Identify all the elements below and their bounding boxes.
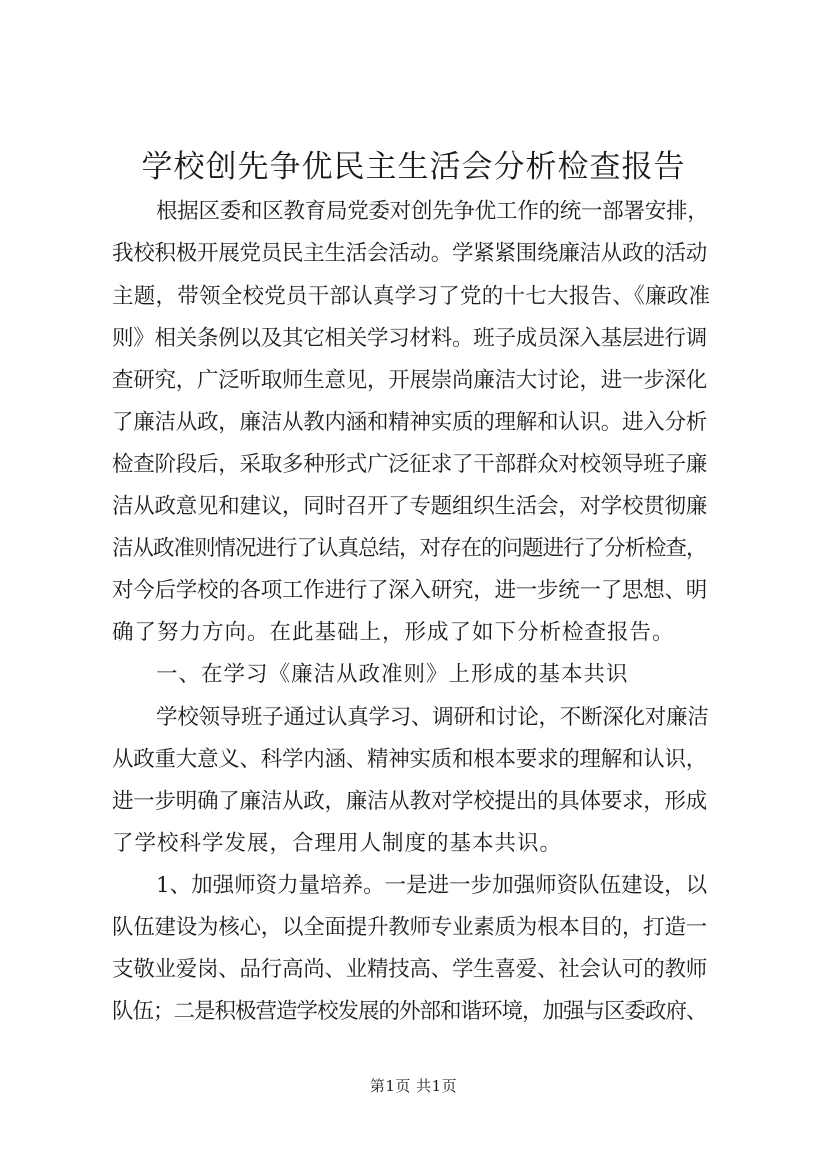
paragraph-line: 洁从政准则情况进行了认真总结，对存在的问题进行了分析检查， [112, 536, 707, 561]
paragraph-line: 确了努力方向。在此基础上，形成了如下分析检查报告。 [112, 620, 675, 645]
paragraph-line: 根据区委和区教育局党委对创先争优工作的统一部署安排， [156, 199, 709, 224]
document-title: 学校创先争优民主生活会分析检查报告 [141, 149, 686, 185]
paragraph-line: 对今后学校的各项工作进行了深入研究，进一步统一了思想、明 [112, 578, 708, 603]
paragraph-line: 检查阶段后，采取多种形式广泛征求了干部群众对校领导班子廉 [112, 452, 708, 477]
paragraph-line: 了廉洁从政，廉洁从教内涵和精神实质的理解和认识。进入分析 [112, 410, 708, 435]
paragraph-line: 从政重大意义、科学内涵、精神实质和根本要求的理解和认识， [112, 747, 708, 772]
paragraph-line: 查研究，广泛听取师生意见，开展崇尚廉洁大讨论，进一步深化 [112, 368, 708, 393]
paragraph-line: 学校领导班子通过认真学习、调研和讨论，不断深化对廉洁 [156, 705, 709, 730]
page-footer: 第1页 共1页 [369, 1077, 458, 1095]
paragraph-line: 则》相关条例以及其它相关学习材料。班子成员深入基层进行调 [112, 326, 708, 351]
paragraph-line: 1、加强师资力量培养。一是进一步加强师资队伍建设，以 [156, 873, 708, 898]
paragraph-line: 主题，带领全校党员干部认真学习了党的十七大报告、《廉政准 [112, 284, 711, 309]
paragraph-line: 进一步明确了廉洁从政，廉洁从教对学校提出的具体要求，形成 [112, 789, 708, 814]
paragraph-line: 支敬业爱岗、品行高尚、业精技高、学生喜爱、社会认可的教师 [112, 957, 708, 982]
section-heading: 一、在学习《廉洁从政准则》上形成的基本共识 [156, 662, 629, 687]
paragraph-line: 队伍；二是积极营造学校发展的外部和谐环境，加强与区委政府、 [112, 999, 707, 1024]
paragraph-line: 洁从政意见和建议，同时召开了专题组织生活会，对学校贯彻廉 [112, 494, 708, 519]
paragraph-line: 队伍建设为核心，以全面提升教师专业素质为根本目的，打造一 [112, 915, 708, 940]
paragraph-line: 我校积极开展党员民主生活会活动。学紧紧围绕廉洁从政的活动 [112, 241, 708, 266]
paragraph-line: 了学校科学发展，合理用人制度的基本共识。 [112, 831, 563, 856]
